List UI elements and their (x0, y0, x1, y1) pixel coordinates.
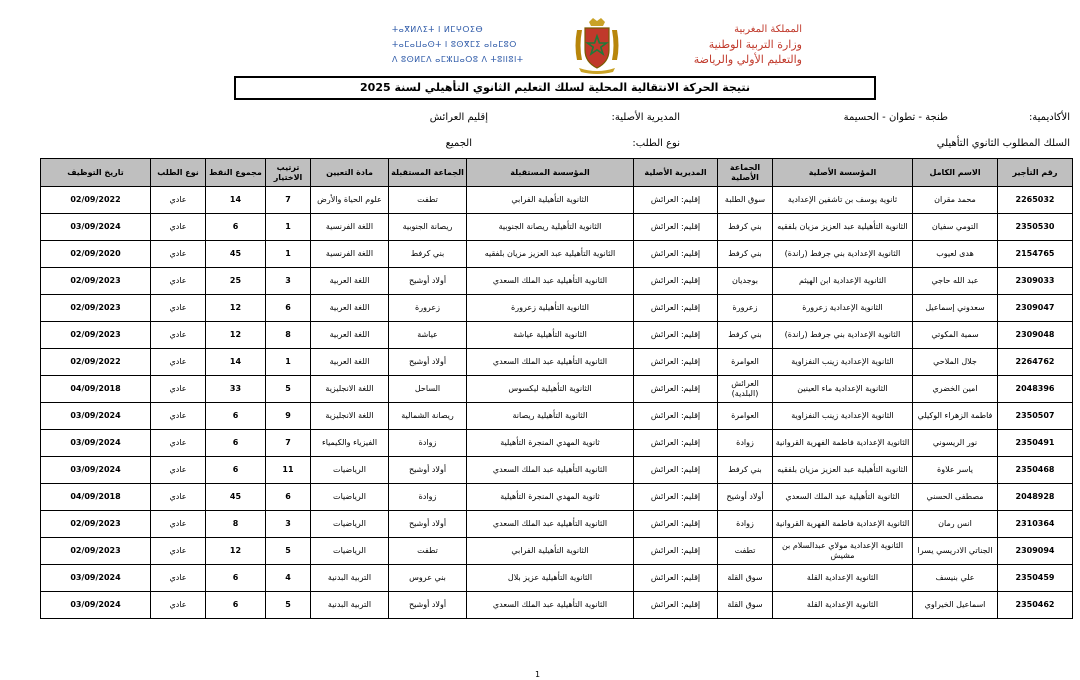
cell-salary-number: 2350462 (998, 592, 1073, 619)
cell-full-name: علي بنيسف (913, 565, 998, 592)
ministry-name-tifinagh (392, 22, 552, 67)
cell-origin-directorate: إقليم: العرائش (634, 538, 718, 565)
cell-salary-number: 2154765 (998, 241, 1073, 268)
column-header-origin-school: المؤسسة الأصلية (773, 159, 913, 187)
cell-origin-school: الثانوية التأهيلية عبد العزيز مزيان بلفقيه (773, 214, 913, 241)
tifinagh-line1: ⵜⴰⴳⵍⴷⵉⵜ ⵏ ⵍⵎⵖⵔⵉⴱ (392, 25, 484, 34)
table-row (41, 538, 1073, 565)
cell-salary-number: 2264762 (998, 349, 1073, 376)
cell-full-name: جلال الملاحي (913, 349, 998, 376)
cell-origin-school: الثانوية الإعدادية ماء العينين (773, 376, 913, 403)
cell-origin-commune: زوادة (718, 511, 773, 538)
cell-hiring-date: 03/09/2024 (41, 565, 151, 592)
cell-origin-commune: العوامرة (718, 349, 773, 376)
column-header-salary-number: رقم التأجير (998, 159, 1073, 187)
cell-total-points: 14 (206, 349, 266, 376)
cell-receiving-school: ثانوية المهدي المنجرة التأهيلية (467, 484, 634, 511)
cell-receiving-commune: بني عروس (389, 565, 467, 592)
cell-request-type: عادي (151, 538, 206, 565)
cell-assignment-subject: اللغة العربية (311, 295, 389, 322)
cell-origin-directorate: إقليم: العرائش (634, 484, 718, 511)
cell-total-points: 12 (206, 295, 266, 322)
cell-salary-number: 2265032 (998, 187, 1073, 214)
cell-assignment-subject: الرياضيات (311, 457, 389, 484)
cell-choice-rank: 7 (266, 187, 311, 214)
column-header-total-points: مجموع النقط (206, 159, 266, 187)
cell-origin-school: الثانوية التأهيلية عبد العزيز مزيان بلفقيه (773, 457, 913, 484)
cell-origin-directorate: إقليم: العرائش (634, 457, 718, 484)
table-row (41, 322, 1073, 349)
cell-hiring-date: 04/09/2018 (41, 376, 151, 403)
cell-receiving-school: الثانوية التأهيلية عياشة (467, 322, 634, 349)
cell-receiving-commune: زوادة (389, 484, 467, 511)
cell-receiving-commune: أولاد أوشيح (389, 268, 467, 295)
cell-salary-number: 2309047 (998, 295, 1073, 322)
cell-total-points: 12 (206, 538, 266, 565)
cell-hiring-date: 02/09/2023 (41, 295, 151, 322)
cell-full-name: فاطمة الزهراء الوكيلي (913, 403, 998, 430)
column-header-origin-directorate: المديرية الأصلية (634, 159, 718, 187)
cell-receiving-school: الثانوية التأهيلية ليكسوس (467, 376, 634, 403)
cell-origin-school: الثانوية الإعدادية زينب النفزاوية (773, 403, 913, 430)
cell-receiving-commune: أولاد أوشيح (389, 457, 467, 484)
cell-request-type: عادي (151, 484, 206, 511)
ministry-name-arabic (652, 22, 802, 67)
column-header-receiving-school: المؤسسة المستقبلة (467, 159, 634, 187)
cell-assignment-subject: الرياضيات (311, 484, 389, 511)
cell-origin-directorate: إقليم: العرائش (634, 241, 718, 268)
cell-choice-rank: 9 (266, 403, 311, 430)
table-row (41, 430, 1073, 457)
column-header-receiving-commune: الجماعة المستقبلة (389, 159, 467, 187)
cell-salary-number: 2048928 (998, 484, 1073, 511)
table-row (41, 484, 1073, 511)
cell-salary-number: 2350491 (998, 430, 1073, 457)
cell-origin-school: الثانوية الإعدادية بني جرفط (راندة) (773, 322, 913, 349)
cell-origin-commune: تطفت (718, 538, 773, 565)
cell-choice-rank: 3 (266, 268, 311, 295)
directorate-value: إقليم العرائش (429, 112, 488, 123)
ministry-label-line2: والتعليم الأولي والرياضة (693, 53, 802, 66)
cell-origin-commune: بني كرفط (718, 457, 773, 484)
cell-full-name: سعدوني إسماعيل (913, 295, 998, 322)
cell-total-points: 6 (206, 565, 266, 592)
cell-receiving-commune: زعرورة (389, 295, 467, 322)
cell-receiving-school: الثانوية التأهيلية ريصانة الجنوبية (467, 214, 634, 241)
cell-request-type: عادي (151, 268, 206, 295)
cell-hiring-date: 02/09/2023 (41, 538, 151, 565)
cell-hiring-date: 03/09/2024 (41, 457, 151, 484)
table-body (41, 187, 1073, 619)
table-row (41, 403, 1073, 430)
directorate-label: المديرية الأصلية: (611, 112, 680, 123)
cell-salary-number: 2350459 (998, 565, 1073, 592)
cell-request-type: عادي (151, 214, 206, 241)
results-table (40, 158, 1073, 619)
cell-origin-directorate: إقليم: العرائش (634, 268, 718, 295)
cell-full-name: نور الريسوني (913, 430, 998, 457)
cell-origin-commune: سوق القلة (718, 592, 773, 619)
cell-assignment-subject: اللغة الفرنسية (311, 214, 389, 241)
table-row (41, 349, 1073, 376)
academy-value: طنجة - تطوان - الحسيمة (843, 112, 948, 123)
cell-origin-directorate: إقليم: العرائش (634, 322, 718, 349)
cell-receiving-school: الثانوية التأهيلية الفرابي (467, 187, 634, 214)
table-row (41, 457, 1073, 484)
cell-full-name: الجناتي الادريسي يسرا (913, 538, 998, 565)
table-row (41, 214, 1073, 241)
cell-origin-commune: سوق الطلبة (718, 187, 773, 214)
cell-request-type: عادي (151, 241, 206, 268)
cell-assignment-subject: اللغة العربية (311, 349, 389, 376)
cell-full-name: سمية المكوتي (913, 322, 998, 349)
cell-request-type: عادي (151, 376, 206, 403)
cell-origin-school: ثانوية يوسف بن تاشفين الإعدادية (773, 187, 913, 214)
table-row (41, 376, 1073, 403)
cell-request-type: عادي (151, 430, 206, 457)
cell-salary-number: 2309048 (998, 322, 1073, 349)
cell-request-type: عادي (151, 403, 206, 430)
column-header-choice-rank: ترتيب الاختيار (266, 159, 311, 187)
cell-receiving-school: ثانوية المهدي المنجرة التأهيلية (467, 430, 634, 457)
cell-origin-directorate: إقليم: العرائش (634, 511, 718, 538)
column-header-assignment-subject: مادة التعيين (311, 159, 389, 187)
cell-total-points: 45 (206, 241, 266, 268)
cell-choice-rank: 5 (266, 376, 311, 403)
cell-origin-commune: بني كرفط (718, 322, 773, 349)
cell-origin-commune: زوادة (718, 430, 773, 457)
cell-receiving-school: الثانوية التأهيلية عبد الملك السعدي (467, 457, 634, 484)
cell-receiving-commune: عياشة (389, 322, 467, 349)
cell-choice-rank: 1 (266, 214, 311, 241)
cell-choice-rank: 5 (266, 538, 311, 565)
cell-receiving-commune: ريصانة الشمالية (389, 403, 467, 430)
cell-assignment-subject: التربية البدنية (311, 565, 389, 592)
cell-request-type: عادي (151, 322, 206, 349)
document-title: نتيجة الحركة الانتقالية المحلية لسلك التعليم الثانوي التأهيلي لسنة 2025 (234, 76, 876, 100)
cell-total-points: 33 (206, 376, 266, 403)
cell-receiving-school: الثانوية التأهيلية عبد الملك السعدي (467, 349, 634, 376)
cell-choice-rank: 1 (266, 349, 311, 376)
cell-origin-directorate: إقليم: العرائش (634, 349, 718, 376)
cell-hiring-date: 03/09/2024 (41, 592, 151, 619)
cell-origin-school: الثانوية الإعدادية ابن الهيثم (773, 268, 913, 295)
cell-assignment-subject: اللغة الانجليزية (311, 376, 389, 403)
cell-total-points: 6 (206, 403, 266, 430)
cell-request-type: عادي (151, 457, 206, 484)
cell-receiving-school: الثانوية التأهيلية عزيز بلال (467, 565, 634, 592)
cell-origin-school: الثانوية الإعدادية زعرورة (773, 295, 913, 322)
cell-assignment-subject: الرياضيات (311, 511, 389, 538)
cell-salary-number: 2309033 (998, 268, 1073, 295)
cell-choice-rank: 7 (266, 430, 311, 457)
cell-total-points: 14 (206, 187, 266, 214)
cell-choice-rank: 4 (266, 565, 311, 592)
table-row (41, 565, 1073, 592)
cell-hiring-date: 03/09/2024 (41, 214, 151, 241)
cell-total-points: 12 (206, 322, 266, 349)
cell-hiring-date: 02/09/2023 (41, 322, 151, 349)
cell-total-points: 45 (206, 484, 266, 511)
kingdom-label: المملكة المغربية (734, 24, 802, 35)
cell-origin-commune: بني كرفط (718, 241, 773, 268)
cell-receiving-commune: ريصانة الجنوبية (389, 214, 467, 241)
cell-request-type: عادي (151, 187, 206, 214)
cell-origin-commune: زعرورة (718, 295, 773, 322)
cell-full-name: ياسر علاوة (913, 457, 998, 484)
table-row (41, 187, 1073, 214)
cell-receiving-school: الثانوية التأهيلية عبد الملك السعدي (467, 592, 634, 619)
cell-origin-commune: سوق القلة (718, 565, 773, 592)
table-row (41, 511, 1073, 538)
cell-origin-commune: العرائش (البلدية) (718, 376, 773, 403)
cell-total-points: 25 (206, 268, 266, 295)
cell-total-points: 6 (206, 592, 266, 619)
cell-receiving-commune: تطفت (389, 187, 467, 214)
cell-salary-number: 2350468 (998, 457, 1073, 484)
cell-salary-number: 2310364 (998, 511, 1073, 538)
royal-emblem-icon (567, 16, 627, 76)
academy-label: الأكاديمية: (1028, 112, 1070, 123)
table-row (41, 268, 1073, 295)
cell-assignment-subject: علوم الحياة والأرض (311, 187, 389, 214)
cell-assignment-subject: اللغة الانجليزية (311, 403, 389, 430)
cell-origin-directorate: إقليم: العرائش (634, 430, 718, 457)
cell-request-type: عادي (151, 592, 206, 619)
cell-full-name: مصطفى الحسني (913, 484, 998, 511)
cell-total-points: 6 (206, 457, 266, 484)
cell-origin-school: الثانوية الإعدادية القلة (773, 592, 913, 619)
cell-receiving-school: الثانوية التأهيلية الفرابي (467, 538, 634, 565)
cell-choice-rank: 8 (266, 322, 311, 349)
ministry-header (0, 12, 1080, 74)
cell-full-name: عبد الله حاجي (913, 268, 998, 295)
cell-origin-school: الثانوية الإعدادية مولاي عبدالسلام بن مشيش (773, 538, 913, 565)
cell-request-type: عادي (151, 511, 206, 538)
cell-origin-directorate: إقليم: العرائش (634, 187, 718, 214)
tifinagh-line3: ⴷ ⵓⵙⵍⵎⴷ ⴰⵎⵣⵡⴰⵔⵓ ⴷ ⵜⵓⵏⵏⵓⵏⵜ (392, 55, 524, 64)
cell-receiving-school: الثانوية التأهيلية زعرورة (467, 295, 634, 322)
cell-origin-school: الثانوية الإعدادية فاطمة الفهرية القروانية (773, 430, 913, 457)
cell-hiring-date: 03/09/2024 (41, 430, 151, 457)
cell-full-name: اسماعيل الخيراوي (913, 592, 998, 619)
cell-full-name: امين الخضري (913, 376, 998, 403)
cell-assignment-subject: التربية البدنية (311, 592, 389, 619)
column-header-origin-commune: الجماعة الأصلية (718, 159, 773, 187)
cell-receiving-commune: أولاد أوشيح (389, 511, 467, 538)
cell-receiving-school: الثانوية التأهيلية عبد الملك السعدي (467, 268, 634, 295)
cell-receiving-commune: زوادة (389, 430, 467, 457)
cell-hiring-date: 04/09/2018 (41, 484, 151, 511)
cell-salary-number: 2309094 (998, 538, 1073, 565)
cell-request-type: عادي (151, 349, 206, 376)
table-row (41, 295, 1073, 322)
column-header-hiring-date: تاريخ التوظيف (41, 159, 151, 187)
cell-choice-rank: 11 (266, 457, 311, 484)
cell-origin-commune: بني كرفط (718, 214, 773, 241)
cell-salary-number: 2048396 (998, 376, 1073, 403)
cell-assignment-subject: اللغة العربية (311, 322, 389, 349)
cell-origin-commune: بوجديان (718, 268, 773, 295)
cell-full-name: هدى لعيوب (913, 241, 998, 268)
cell-receiving-commune: الساحل (389, 376, 467, 403)
table-row (41, 241, 1073, 268)
cell-origin-directorate: إقليم: العرائش (634, 214, 718, 241)
cell-request-type: عادي (151, 295, 206, 322)
column-header-request-type: نوع الطلب (151, 159, 206, 187)
cell-hiring-date: 02/09/2023 (41, 268, 151, 295)
request-type-label: نوع الطلب: (632, 138, 680, 149)
cell-origin-school: الثانوية الإعدادية فاطمة الفهرية القروانية (773, 511, 913, 538)
cell-receiving-commune: بني كرفط (389, 241, 467, 268)
cell-salary-number: 2350530 (998, 214, 1073, 241)
cell-assignment-subject: الفيزياء والكيمياء (311, 430, 389, 457)
cell-receiving-school: الثانوية التأهيلية ريصانة (467, 403, 634, 430)
cell-origin-directorate: إقليم: العرائش (634, 295, 718, 322)
request-type-value: الجميع (445, 138, 472, 149)
cell-origin-school: الثانوية الإعدادية بني جرفط (راندة) (773, 241, 913, 268)
cell-hiring-date: 02/09/2020 (41, 241, 151, 268)
cell-assignment-subject: الرياضيات (311, 538, 389, 565)
table-header-row (41, 159, 1073, 187)
cell-full-name: التومي سفيان (913, 214, 998, 241)
cell-origin-commune: أولاد أوشيح (718, 484, 773, 511)
cell-hiring-date: 03/09/2024 (41, 403, 151, 430)
cell-origin-school: الثانوية الإعدادية القلة (773, 565, 913, 592)
cell-choice-rank: 3 (266, 511, 311, 538)
cell-receiving-commune: تطفت (389, 538, 467, 565)
cell-hiring-date: 02/09/2022 (41, 349, 151, 376)
cell-choice-rank: 1 (266, 241, 311, 268)
cell-choice-rank: 5 (266, 592, 311, 619)
cell-full-name: انس رمان (913, 511, 998, 538)
page-number: 1 (535, 670, 541, 679)
cell-salary-number: 2350507 (998, 403, 1073, 430)
tifinagh-line2: ⵜⴰⵎⴰⵡⴰⵙⵜ ⵏ ⵓⵙⴳⵎⵉ ⴰⵏⴰⵎⵓⵔ (392, 40, 517, 49)
cell-origin-school: الثانوية التأهيلية عبد الملك السعدي (773, 484, 913, 511)
cell-request-type: عادي (151, 565, 206, 592)
cell-receiving-school: الثانوية التأهيلية عبد العزيز مزيان بلفقيه (467, 241, 634, 268)
cell-total-points: 6 (206, 214, 266, 241)
cell-total-points: 6 (206, 430, 266, 457)
cell-receiving-school: الثانوية التأهيلية عبد الملك السعدي (467, 511, 634, 538)
cell-choice-rank: 6 (266, 295, 311, 322)
cell-origin-commune: العوامرة (718, 403, 773, 430)
cell-receiving-commune: أولاد أوشيح (389, 349, 467, 376)
cycle-label: السلك المطلوب الثانوي التأهيلي (936, 138, 1070, 149)
cell-origin-directorate: إقليم: العرائش (634, 403, 718, 430)
cell-hiring-date: 02/09/2022 (41, 187, 151, 214)
table-row (41, 592, 1073, 619)
ministry-label-line1: وزارة التربية الوطنية (708, 38, 802, 51)
cell-choice-rank: 6 (266, 484, 311, 511)
cell-total-points: 8 (206, 511, 266, 538)
cell-receiving-commune: أولاد أوشيح (389, 592, 467, 619)
cell-assignment-subject: اللغة العربية (311, 268, 389, 295)
cell-origin-directorate: إقليم: العرائش (634, 592, 718, 619)
cell-assignment-subject: اللغة الفرنسية (311, 241, 389, 268)
cell-hiring-date: 02/09/2023 (41, 511, 151, 538)
cell-origin-directorate: إقليم: العرائش (634, 376, 718, 403)
column-header-full-name: الاسم الكامل (913, 159, 998, 187)
cell-origin-school: الثانوية الإعدادية زينب النفزاوية (773, 349, 913, 376)
cell-origin-directorate: إقليم: العرائش (634, 565, 718, 592)
cell-full-name: محمد مقران (913, 187, 998, 214)
